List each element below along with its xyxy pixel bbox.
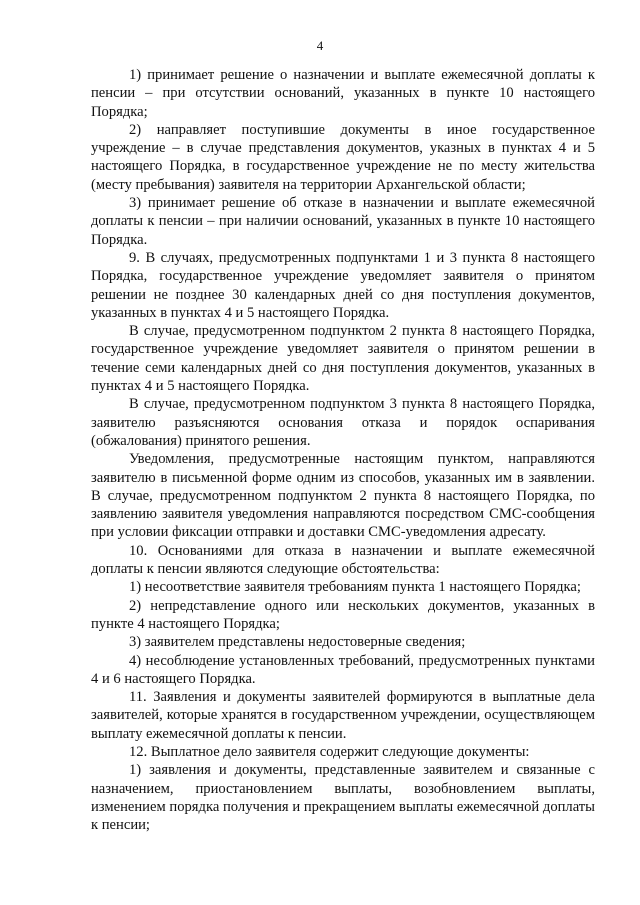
paragraph: 1) несоответствие заявителя требованиям пункта 1 настоящего Порядка;	[129, 579, 581, 596]
paragraph: 2) непредставление одного или нескольких документов, указанных в пункте 4 настоящего Порядка;	[91, 597, 595, 632]
paragraph: 3) принимает решение об отказе в назначении и выплате ежемесячной доплаты к пенсии – при наличии оснований, указанных в пункте 10 настоящего Порядка.	[91, 195, 595, 248]
paragraph: 1) заявления и документы, представленные заявителем и связанные с назначением, приостановлением выплаты, возобновлением выплаты, изменением порядка получения и прекращением выплаты ежемесячной доплаты к пенсии;	[91, 762, 595, 834]
paragraph: 12. Выплатное дело заявителя содержит следующие документы:	[129, 743, 530, 760]
paragraph: 11. Заявления и документы заявителей формируются в выплатные дела заявителей, которые хранятся в государственном учреждении, осуществляющем выплату ежемесячной доплаты к пенсии.	[91, 689, 595, 742]
paragraph: 10. Основаниями для отказа в назначении и выплате ежемесячной доплаты к пенсии являются следующие обстоятельства:	[91, 542, 595, 578]
paragraph: 2) направляет поступившие документы в иное государственное учреждение – в случае представления документов, указных в пунктах 4 и 5 настоящего Порядка, в государственное учреждение не по месту жительства (месту пребывания) заявителя на территории Архангельской области;	[91, 121, 595, 193]
paragraph: В случае, предусмотренном подпунктом 3 пункта 8 настоящего Порядка, заявителю разъясняются основания отказа и порядок оспаривания (обжалования) принятого решения.	[91, 396, 595, 449]
paragraph: Уведомления, предусмотренные настоящим пунктом, направляются заявителю в письменной форме одним из способов, указанных им в заявлении. В случае, предусмотренном подпунктом 2 пункта 8 настоящего Порядка, по заявлению заявителя уведомления направляются посредством СМС-сообщения при условии фиксации отправки и доставки СМС-уведомления адресату.	[91, 451, 595, 541]
paragraph: 3) заявителем представлены недостоверные сведения;	[129, 634, 466, 651]
paragraph: 9. В случаях, предусмотренных подпунктами 1 и 3 пункта 8 настоящего Порядка, государственное учреждение уведомляет заявителя о принятом решении не позднее 30 календарных дней со дня поступления документов, указанных в пунктах 4 и 5 настоящего Порядка.	[91, 249, 595, 321]
paragraph: 4) несоблюдение установленных требований, предусмотренных пунктами 4 и 6 настоящего Порядка.	[91, 652, 595, 687]
document-body	[91, 66, 595, 834]
paragraph: 1) принимает решение о назначении и выплате ежемесячной доплаты к пенсии – при отсутствии оснований, указанных в пункте 10 настоящего Порядка;	[91, 67, 595, 120]
paragraph: В случае, предусмотренном подпунктом 2 пункта 8 настоящего Порядка, государственное учреждение уведомляет заявителя о принятом решении в течение семи календарных дней со дня поступления документов, указанных в пунктах 4 и 5 настоящего Порядка.	[91, 323, 595, 395]
page-number: 4	[316, 38, 324, 53]
